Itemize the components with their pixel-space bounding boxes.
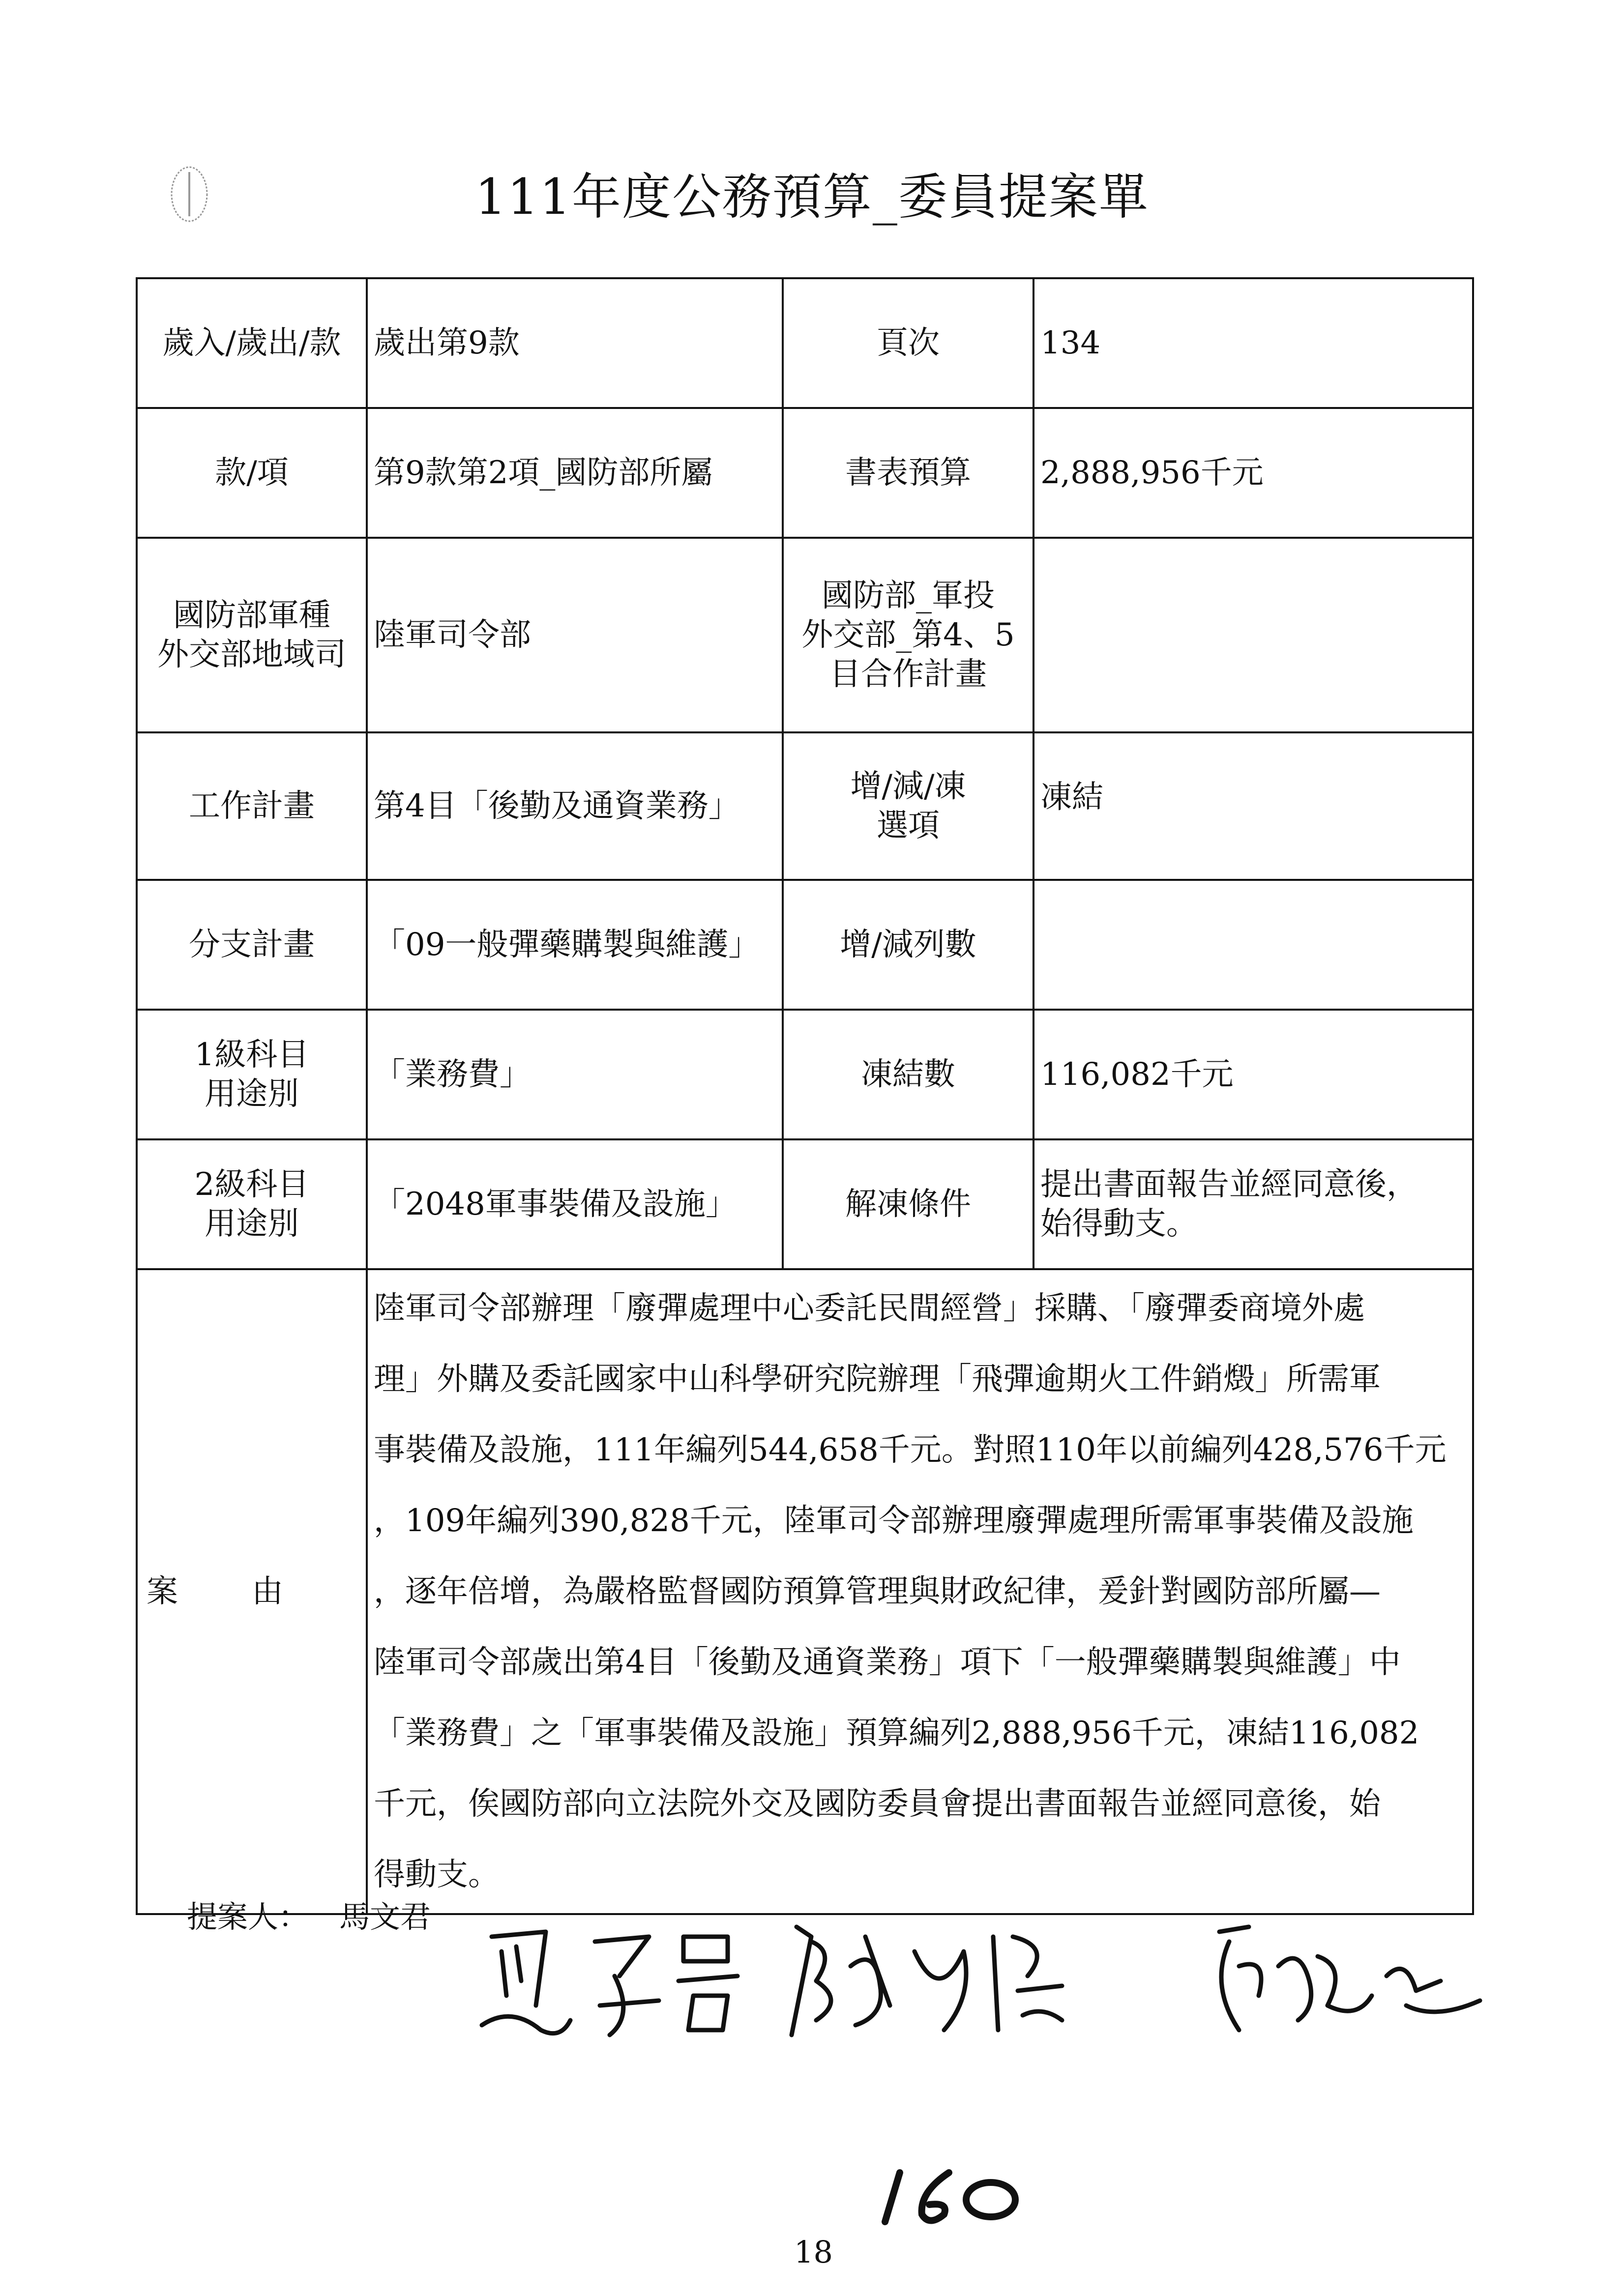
table-row <box>137 408 1473 538</box>
reason-line: ，逐年倍增，為嚴格監督國防預算管理與財政紀律，爰針對國防部所屬— <box>374 1573 1381 1610</box>
field-value: 凍結 <box>1033 732 1473 880</box>
field-label: 書表預算 <box>783 408 1033 538</box>
label-line: 用途別 <box>205 1206 299 1242</box>
reason-text <box>367 1269 1473 1914</box>
signature-2 <box>792 1927 1062 2035</box>
field-value: 116,082千元 <box>1033 1010 1473 1139</box>
field-value: 134 <box>1033 278 1473 408</box>
field-value <box>1033 1139 1473 1269</box>
label-line: 增/減/凍 <box>850 768 966 805</box>
reason-label <box>137 1269 367 1914</box>
handwritten-page-number <box>875 2163 1033 2232</box>
reason-line: 「業務費」之「軍事裝備及設施」預算編列2,888,956千元，凍結116,082 <box>374 1715 1419 1751</box>
field-label <box>783 538 1033 732</box>
field-label: 款/項 <box>137 408 367 538</box>
page-number: 18 <box>794 2234 833 2270</box>
label-line: 目合作計畫 <box>829 656 987 693</box>
label-line: 用途別 <box>205 1076 299 1112</box>
label-line: 國防部_軍投 <box>822 578 995 614</box>
reason-label-text: 案由 <box>147 1573 357 1610</box>
field-value: 「2048軍事裝備及設施」 <box>367 1139 783 1269</box>
field-label: 解凍條件 <box>783 1139 1033 1269</box>
proposer-label: 提案人： <box>187 1899 309 1935</box>
reason-line: 理」外購及委託國家中山科學研究院辦理「飛彈逾期火工件銷燬」所需軍 <box>374 1361 1381 1397</box>
field-label: 分支計畫 <box>137 880 367 1010</box>
table-row <box>137 1139 1473 1269</box>
label-line: 1級科目 <box>194 1037 309 1073</box>
page-title: 111年度公務預算_委員提案單 <box>475 168 1149 226</box>
signature-1 <box>482 1932 738 2035</box>
table-row <box>137 278 1473 408</box>
label-line: 選項 <box>877 808 940 844</box>
label-line: 2級科目 <box>194 1166 309 1203</box>
table-row <box>137 538 1473 732</box>
reason-line: 千元，俟國防部向立法院外交及國防委員會提出書面報告並經同意後，始 <box>374 1786 1381 1822</box>
field-label: 歲入/歲出/款 <box>137 278 367 408</box>
table-row <box>137 1269 1473 1914</box>
field-label: 工作計畫 <box>137 732 367 880</box>
table-row <box>137 732 1473 880</box>
field-label <box>137 538 367 732</box>
reason-line: 陸軍司令部歲出第4目「後勤及通資業務」項下「一般彈藥購製與維護」中 <box>374 1644 1401 1681</box>
field-value: 2,888,956千元 <box>1033 408 1473 538</box>
signature-3 <box>1219 1927 1480 2030</box>
table-row <box>137 1010 1473 1139</box>
value-line: 提出書面報告並經同意後， <box>1040 1166 1418 1203</box>
handwritten-signatures <box>472 1907 1529 2055</box>
field-label: 頁次 <box>783 278 1033 408</box>
field-value: 第9款第2項_國防部所屬 <box>367 408 783 538</box>
field-value <box>1033 538 1473 732</box>
field-label <box>137 1010 367 1139</box>
table-row <box>137 880 1473 1010</box>
reason-line: ，109年編列390,828千元，陸軍司令部辦理廢彈處理所需軍事裝備及設施 <box>374 1503 1414 1539</box>
field-label: 凍結數 <box>783 1010 1033 1139</box>
field-label <box>783 732 1033 880</box>
field-value: 「業務費」 <box>367 1010 783 1139</box>
field-value: 第4目「後勤及通資業務」 <box>367 732 783 880</box>
field-value: 陸軍司令部 <box>367 538 783 732</box>
field-label <box>137 1139 367 1269</box>
field-value <box>1033 880 1473 1010</box>
value-line: 始得動支。 <box>1040 1206 1198 1242</box>
proposal-form-table <box>136 277 1474 1915</box>
reason-line: 陸軍司令部辦理「廢彈處理中心委託民間經營」採購、「廢彈委商境外處 <box>374 1290 1365 1327</box>
reason-line: 得動支。 <box>374 1857 500 1893</box>
label-line: 外交部地域司 <box>157 637 346 673</box>
label-line: 國防部軍種 <box>173 597 330 634</box>
field-value: 歲出第9款 <box>367 278 783 408</box>
reason-line: 事裝備及設施，111年編列544,658千元。對照110年以前編列428,576千元 <box>374 1432 1447 1468</box>
proposer-name: 馬文君 <box>339 1899 431 1935</box>
field-value: 「09一般彈藥購製與維護」 <box>367 880 783 1010</box>
label-line: 外交部_第4、5 <box>801 617 1015 653</box>
field-label: 增/減列數 <box>783 880 1033 1010</box>
